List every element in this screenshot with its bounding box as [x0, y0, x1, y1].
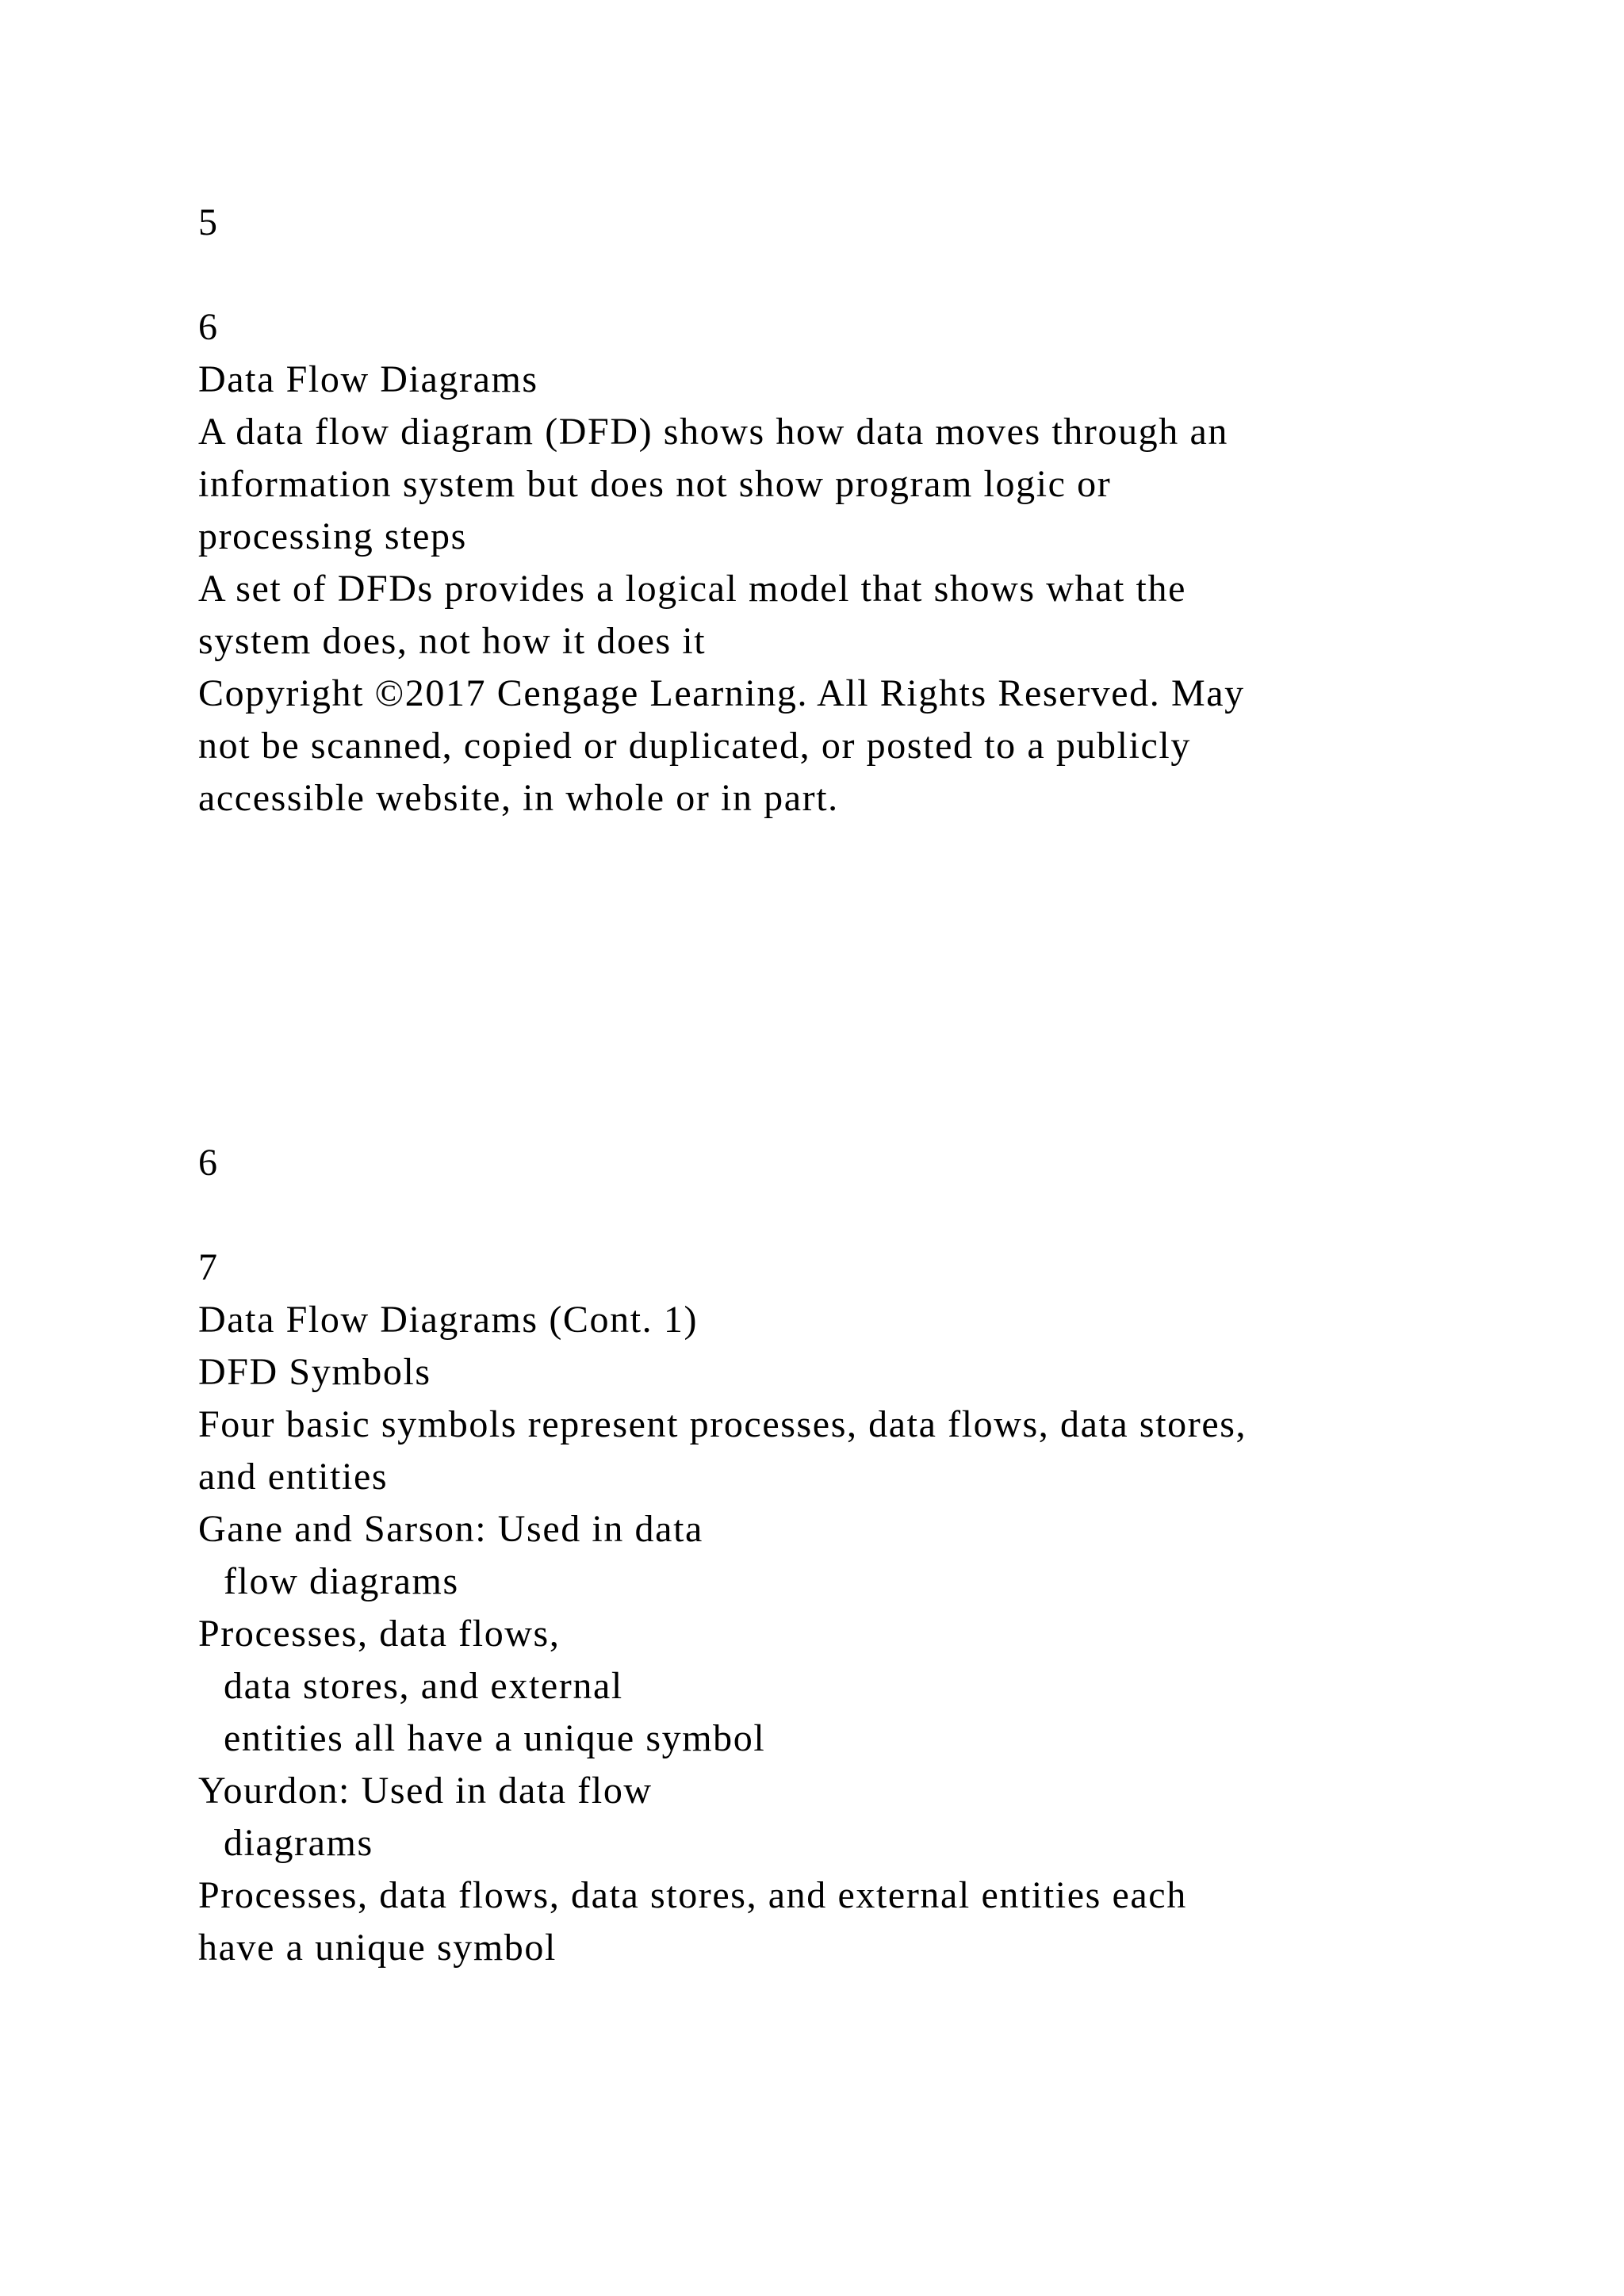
text-line: have a unique symbol — [198, 1927, 557, 1969]
text-line: processing steps — [198, 515, 467, 557]
slide-section-2 — [198, 1137, 1507, 1974]
text-line: A set of DFDs provides a logical model that shows what the — [198, 568, 1186, 610]
text-line: Processes, data flows, — [198, 1613, 561, 1655]
text-line-indented: flow diagrams — [224, 1560, 459, 1602]
slide-title: Data Flow Diagrams (Cont. 1) — [198, 1299, 699, 1341]
text-line-indented: entities all have a unique symbol — [224, 1717, 766, 1759]
copyright-line: accessible website, in whole or in part. — [198, 777, 839, 819]
text-line: information system but does not show program logic or — [198, 463, 1112, 505]
page-number-bottom: 7 — [198, 1246, 219, 1288]
text-line: Gane and Sarson: Used in data — [198, 1508, 703, 1550]
page-number-top: 5 — [198, 201, 219, 243]
text-line: A data flow diagram (DFD) shows how data moves through an — [198, 411, 1228, 453]
text-line: Yourdon: Used in data flow — [198, 1770, 653, 1812]
slide-title: Data Flow Diagrams — [198, 358, 538, 400]
text-line: Processes, data flows, data stores, and external entities each — [198, 1874, 1187, 1916]
blank-line — [198, 249, 1507, 301]
text-line-indented: data stores, and external — [224, 1665, 623, 1707]
page-number-top: 6 — [198, 1142, 219, 1184]
copyright-line: not be scanned, copied or duplicated, or posted to a publicly — [198, 725, 1191, 767]
text-line: and entities — [198, 1456, 389, 1498]
text-line: DFD Symbols — [198, 1351, 431, 1393]
blank-line — [198, 1189, 1507, 1242]
text-line: system does, not how it does it — [198, 620, 707, 662]
text-line: Four basic symbols represent processes, data flows, data stores, — [198, 1403, 1247, 1445]
page-number-bottom: 6 — [198, 306, 219, 348]
copyright-line: Copyright ©2017 Cengage Learning. All Rights Reserved. May — [198, 672, 1245, 714]
text-line-indented: diagrams — [224, 1822, 373, 1864]
slide-section-1 — [198, 197, 1507, 825]
